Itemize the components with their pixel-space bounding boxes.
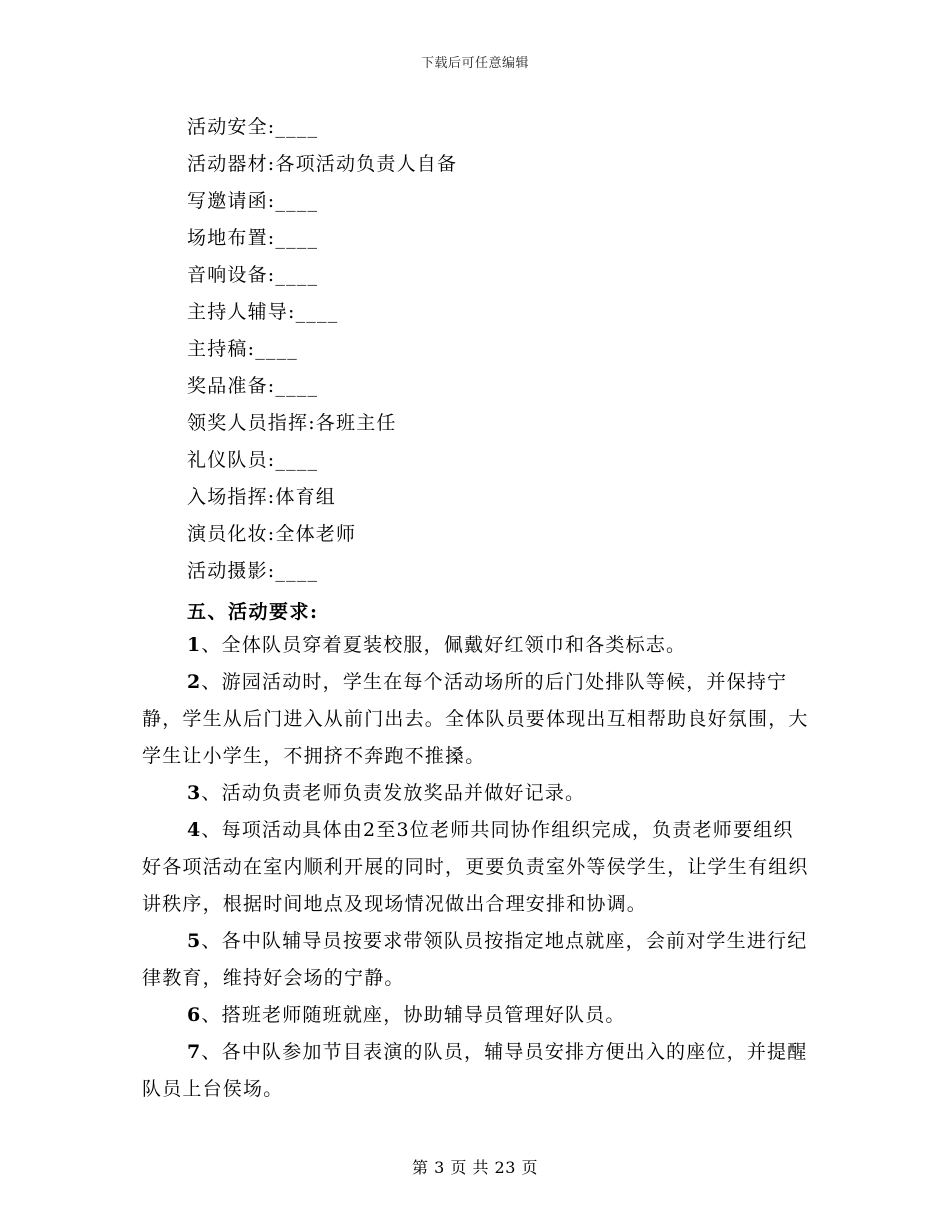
requirement-text: 、各中队辅导员按要求带领队员按指定地点就座，会前对学生进行纪律教育，维持好会场的宁静。 — [142, 930, 808, 989]
item-invitation: 写邀请函:____ — [187, 190, 319, 212]
section-title: 五、活动要求: — [187, 601, 319, 623]
item-host-coaching: 主持人辅导:____ — [187, 301, 339, 323]
requirement-number: 5 — [187, 930, 202, 952]
requirement-text: 、各中队参加节目表演的队员，辅导员安排方便出入的座位，并提醒队员上台侯场。 — [142, 1041, 808, 1100]
item-activity-equipment: 活动器材:各项活动负责人自备 — [187, 153, 458, 175]
requirement-4 — [142, 812, 810, 923]
requirement-text: 、搭班老师随班就座，协助辅导员管理好队员。 — [201, 1004, 626, 1026]
item-venue-setup: 场地布置:____ — [187, 227, 319, 249]
requirement-number: 1 — [187, 634, 202, 656]
item-host-script: 主持稿:____ — [187, 338, 299, 360]
item-activity-safety: 活动安全:____ — [187, 116, 319, 138]
item-etiquette-team: 礼仪队员:____ — [187, 449, 319, 471]
item-performer-makeup: 演员化妆:全体老师 — [187, 523, 357, 545]
requirement-3 — [142, 775, 810, 812]
requirement-6 — [142, 997, 810, 1034]
requirement-1 — [142, 627, 810, 664]
requirement-number: 3 — [187, 782, 202, 804]
requirement-text: 、每项活动具体由2至3位老师共同协作组织完成，负责老师要组织好各项活动在室内顺利开展的同时，更要负责室外等侯学生，让学生有组织讲秩序，根据时间地点及现场情况做出合理安排和协调。 — [142, 819, 809, 915]
item-prize-prep: 奖品准备:____ — [187, 375, 319, 397]
page-footer: 第 3 页 共 23 页 — [412, 1158, 538, 1177]
item-sound-equipment: 音响设备:____ — [187, 264, 319, 286]
requirement-7 — [142, 1034, 810, 1108]
page-header: 下载后可任意编辑 — [420, 56, 529, 71]
requirement-text: 、全体队员穿着夏装校服，佩戴好红领巾和各类标志。 — [201, 634, 687, 656]
requirement-2 — [142, 664, 810, 775]
requirement-number: 6 — [187, 1004, 202, 1026]
item-photography: 活动摄影:____ — [187, 560, 319, 582]
item-entrance-command: 入场指挥:体育组 — [187, 486, 337, 508]
requirement-text: 、活动负责老师负责发放奖品并做好记录。 — [201, 782, 586, 804]
requirement-text: 、游园活动时，学生在每个活动场所的后门处排队等候，并保持宁静，学生从后门进入从前门出去。全体队员要体现出互相帮助良好氛围，大学生让小学生，不拥挤不奔跑不推搡。 — [142, 671, 809, 767]
requirement-number: 7 — [187, 1041, 202, 1063]
item-award-command: 领奖人员指挥:各班主任 — [187, 412, 397, 434]
requirement-number: 2 — [187, 671, 202, 693]
requirement-5 — [142, 923, 810, 997]
requirement-number: 4 — [187, 819, 202, 841]
